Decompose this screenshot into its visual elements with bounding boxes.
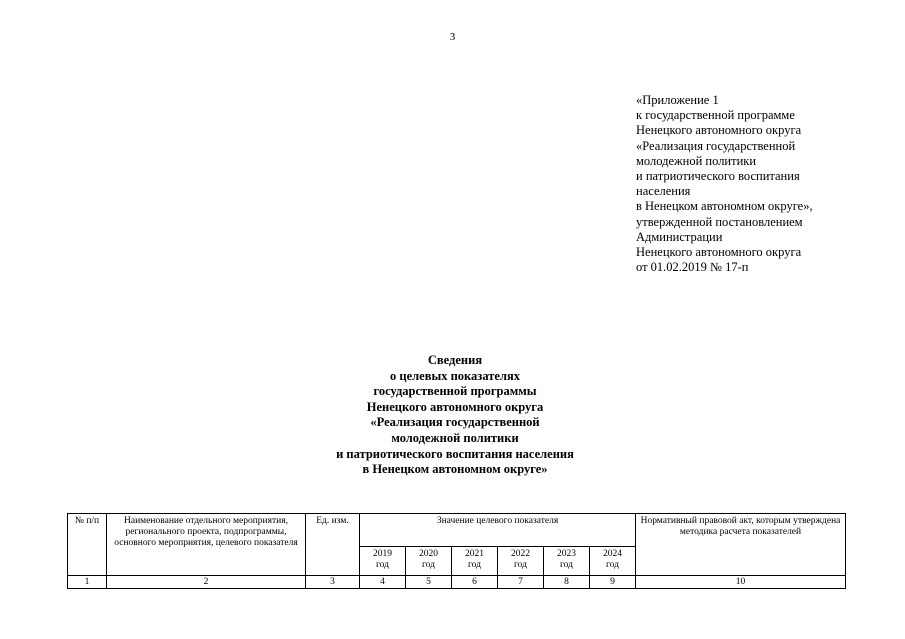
column-number: 8 <box>544 576 590 589</box>
column-number: 10 <box>636 576 846 589</box>
header-year <box>498 547 544 576</box>
column-number: 3 <box>306 576 360 589</box>
appendix-line: Ненецкого автономного округа <box>636 123 802 138</box>
title-line: «Реализация государственной <box>370 415 540 430</box>
header-value-group: Значение целевого показателя <box>360 514 636 547</box>
title-line: Ненецкого автономного округа <box>366 399 544 414</box>
appendix-line: от 01.02.2019 № 17-п <box>636 260 749 275</box>
year-value: 2020 <box>419 549 438 559</box>
indicators-table <box>67 513 846 589</box>
title-line: Сведения <box>427 353 483 367</box>
header-year <box>406 547 452 576</box>
table-column-numbers-row <box>68 576 846 589</box>
header-name: Наименование отдельного мероприятия, регионального проекта, подпрограммы, основного мероприятия, целевого показателя <box>107 514 306 576</box>
column-number: 6 <box>452 576 498 589</box>
title-line: и патриотического воспитания населения <box>336 446 574 461</box>
header-year <box>544 547 590 576</box>
header-unit: Ед. изм. <box>306 514 360 576</box>
year-unit: год <box>560 560 573 570</box>
column-number: 4 <box>360 576 406 589</box>
column-number: 7 <box>498 576 544 589</box>
header-num: № п/п <box>68 514 107 576</box>
year-unit: год <box>514 560 527 570</box>
appendix-line: Ненецкого автономного округа <box>636 245 802 260</box>
title-line: о целевых показателях <box>390 368 520 383</box>
appendix-line: «Реализация государственной <box>636 138 796 153</box>
column-number: 5 <box>406 576 452 589</box>
table-header-row <box>68 514 846 547</box>
header-year <box>360 547 406 576</box>
appendix-line: и патриотического воспитания <box>636 169 800 184</box>
column-number: 1 <box>68 576 107 589</box>
header-year <box>590 547 636 576</box>
year-unit: год <box>422 560 435 570</box>
title-line: в Ненецком автономном округе» <box>362 462 548 477</box>
header-year <box>452 547 498 576</box>
year-value: 2023 <box>557 549 576 559</box>
appendix-line: к государственной программе <box>636 108 795 123</box>
year-value: 2024 <box>603 549 622 559</box>
document-title <box>0 353 905 478</box>
appendix-line: населения <box>636 184 691 199</box>
appendix-line: Администрации <box>636 229 723 244</box>
column-number: 2 <box>107 576 306 589</box>
year-value: 2019 <box>373 549 392 559</box>
title-line: молодежной политики <box>391 430 519 445</box>
appendix-line: в Ненецком автономном округе», <box>636 199 813 214</box>
page-number: 3 <box>449 31 456 43</box>
year-value: 2022 <box>511 549 530 559</box>
title-line: государственной программы <box>373 384 537 399</box>
year-unit: год <box>606 560 619 570</box>
appendix-line: «Приложение 1 <box>636 93 719 107</box>
appendix-line: утвержденной постановлением <box>636 214 803 229</box>
appendix-line: молодежной политики <box>636 153 757 168</box>
column-number: 9 <box>590 576 636 589</box>
year-unit: год <box>376 560 389 570</box>
appendix-block <box>636 93 813 275</box>
header-act: Нормативный правовой акт, которым утверждена методика расчета показателей <box>636 514 846 576</box>
year-value: 2021 <box>465 549 484 559</box>
year-unit: год <box>468 560 481 570</box>
